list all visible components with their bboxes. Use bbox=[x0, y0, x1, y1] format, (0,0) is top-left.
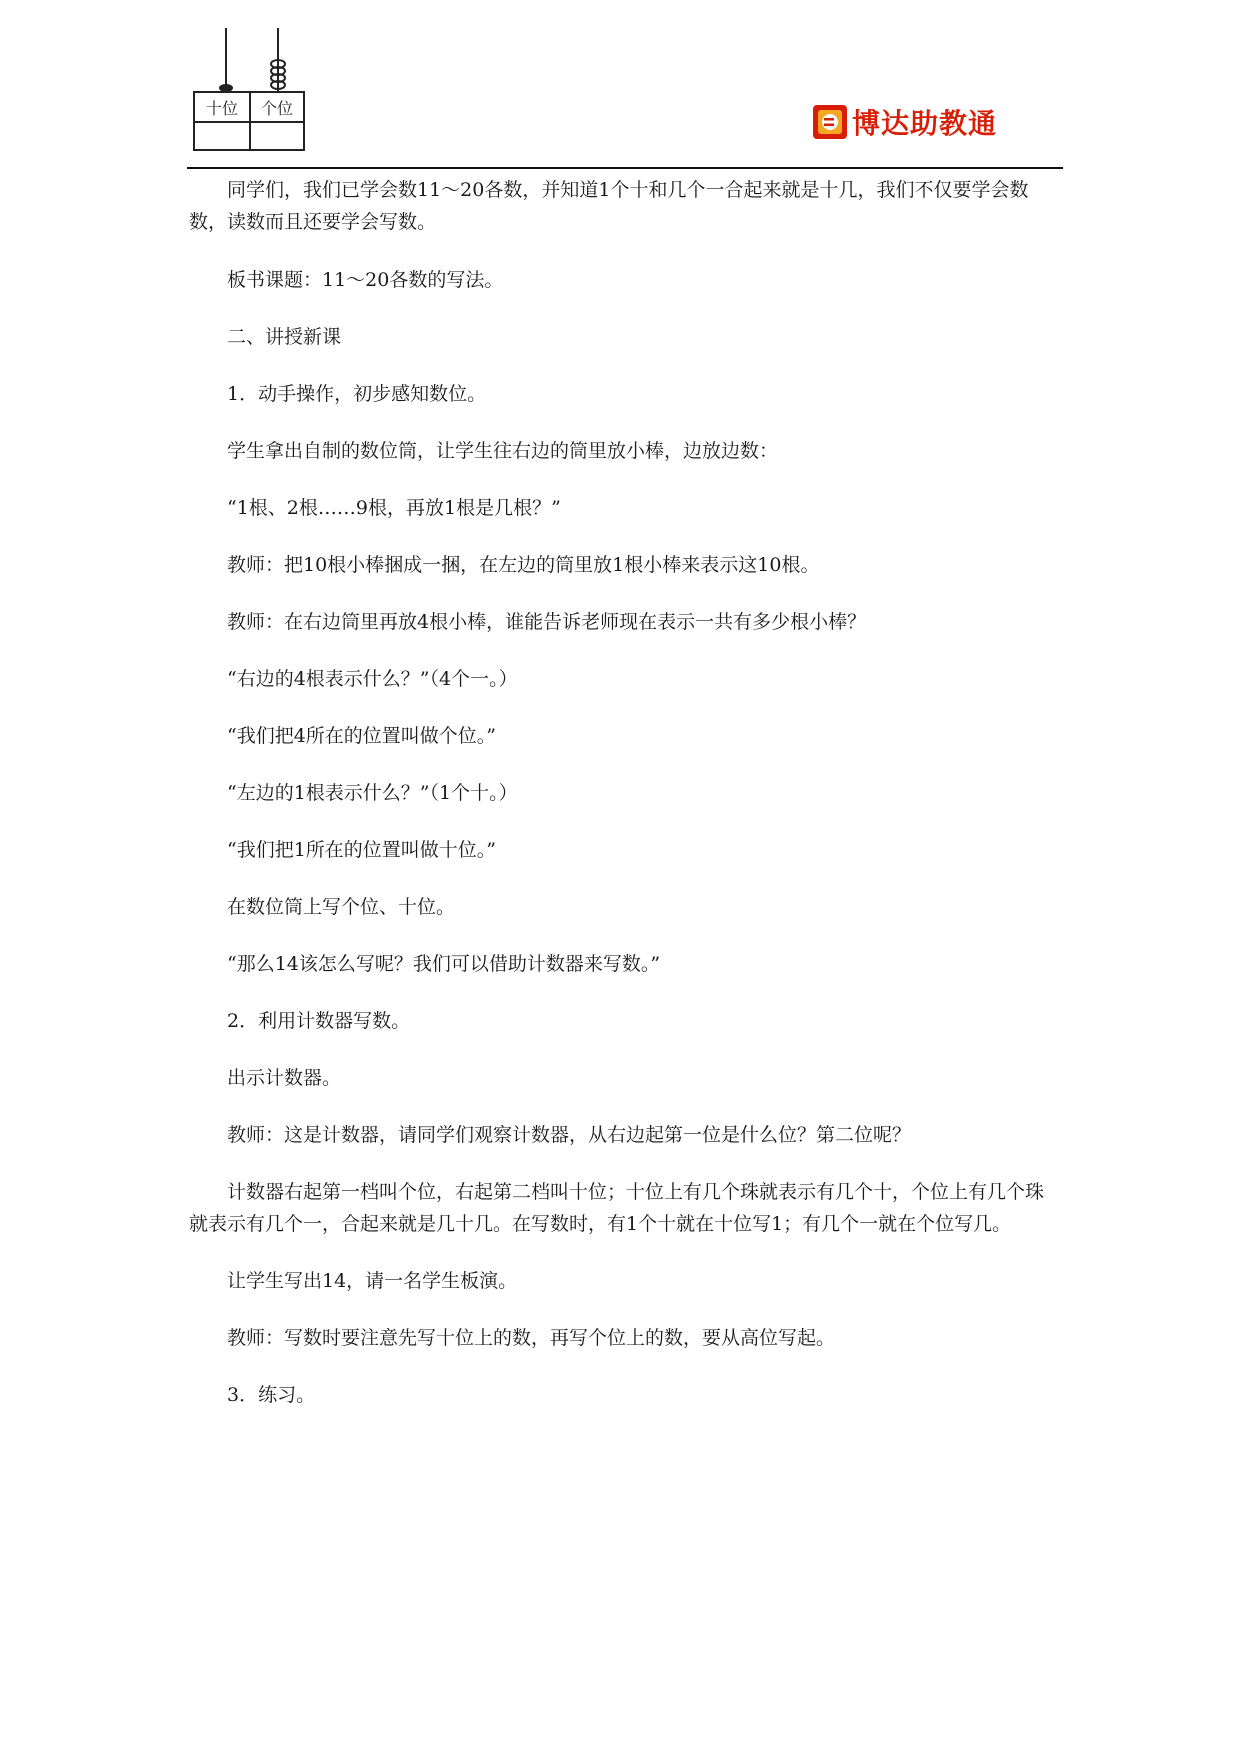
tens-label: 十位 bbox=[205, 99, 239, 118]
subsection-heading: 1．动手操作，初步感知数位。 bbox=[227, 383, 487, 405]
paragraph: “1根、2根……9根，再放1根是几根？” bbox=[227, 497, 561, 519]
tens-bead bbox=[219, 84, 233, 92]
ones-label: 个位 bbox=[260, 99, 294, 118]
paragraph: “那么14该怎么写呢？我们可以借助计数器来写数。” bbox=[227, 953, 661, 975]
abacus-illustration bbox=[193, 28, 309, 152]
logo-badge-icon bbox=[812, 104, 848, 140]
paragraph: 教师：在右边筒里再放4根小棒，谁能告诉老师现在表示一共有多少根小棒？ bbox=[227, 611, 867, 633]
paragraph: 教师：把10根小棒捆成一捆，在左边的筒里放1根小棒来表示这10根。 bbox=[227, 554, 820, 576]
paragraph: 计数器右起第一档叫个位，右起第二档叫十位；十位上有几个珠就表示有几个十，个位上有几个珠就表示有几个一，合起来就是几十几。在写数时，有1个十就在十位写1；有几个一就在个位写几。 bbox=[189, 1181, 1045, 1235]
brand-logo bbox=[812, 98, 997, 146]
paragraph: “左边的1根表示什么？”（1个十。） bbox=[227, 782, 518, 804]
subsection-heading: 3．练习。 bbox=[227, 1384, 316, 1406]
paragraph: 板书课题：11～20各数的写法。 bbox=[227, 269, 504, 291]
logo-text: 博达助教通 bbox=[852, 107, 998, 140]
paragraph: 教师：这是计数器，请同学们观察计数器，从右边起第一位是什么位？第二位呢？ bbox=[227, 1124, 912, 1146]
paragraph: 在数位筒上写个位、十位。 bbox=[227, 896, 456, 918]
section-heading: 二、讲授新课 bbox=[227, 326, 342, 348]
paragraph: “右边的4根表示什么？”（4个一。） bbox=[227, 668, 518, 690]
header-divider bbox=[187, 167, 1063, 169]
paragraph: “我们把4所在的位置叫做个位。” bbox=[227, 725, 497, 747]
page-header bbox=[0, 0, 1241, 170]
paragraph: 教师：写数时要注意先写十位上的数，再写个位上的数，要从高位写起。 bbox=[227, 1327, 836, 1349]
paragraph: 让学生写出14，请一名学生板演。 bbox=[227, 1270, 518, 1292]
document-body bbox=[189, 174, 1061, 1411]
paragraph: 学生拿出自制的数位筒，让学生往右边的筒里放小棒，边放边数： bbox=[227, 440, 779, 462]
paragraph: 出示计数器。 bbox=[227, 1067, 342, 1089]
paragraph: “我们把1所在的位置叫做十位。” bbox=[227, 839, 497, 861]
paragraph: 同学们，我们已学会数11～20各数，并知道1个十和几个一合起来就是十几，我们不仅要学会数数，读数而且还要学会写数。 bbox=[189, 179, 1029, 233]
subsection-heading: 2．利用计数器写数。 bbox=[227, 1010, 411, 1032]
